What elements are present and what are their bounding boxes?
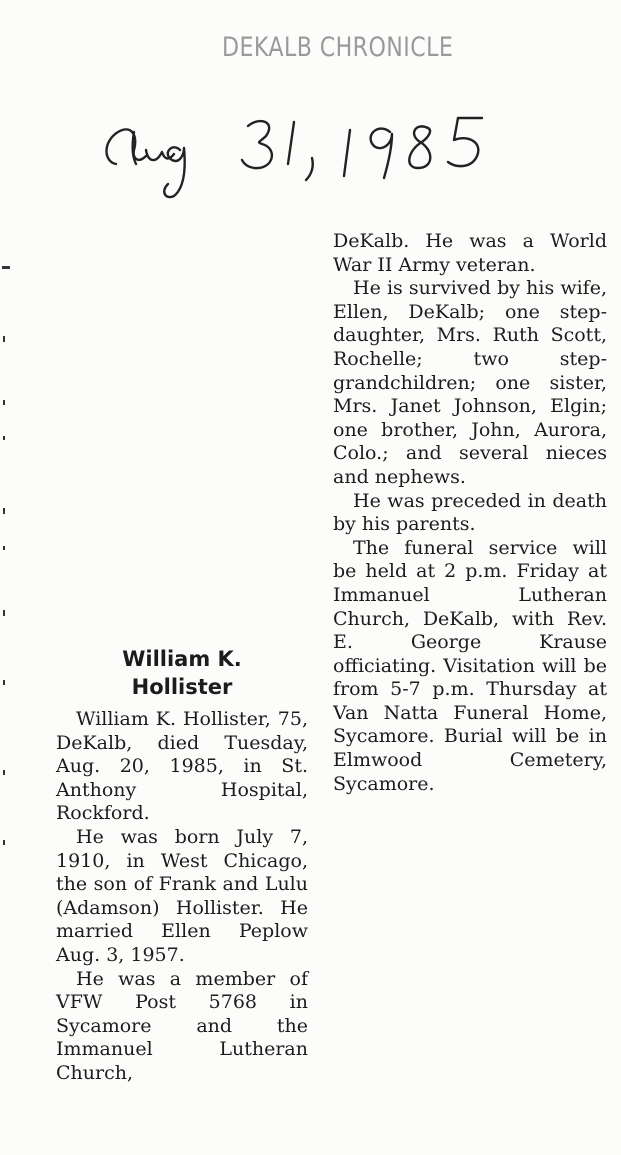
obituary-column-left [56,708,308,1086]
obituary-column-right [333,230,607,796]
obituary-paragraph: William K. Hollister, 75, DeKalb, died Tuesday, Aug. 20, 1985, in St. Anthony Hospital, Rockford. [56,708,308,825]
obituary-paragraph: He was born July 7, 1910, in West Chicago, the son of Frank and Lulu (Adamson) Hollister. He married Ellen Peplow Aug. 3, 1957. [56,825,308,966]
obituary-paragraph: DeKalb. He was a World War II Army veteran. [333,230,607,276]
headline-name-line2: Hollister [131,675,233,699]
handwritten-date-drawing [98,92,498,212]
obituary-paragraph: He was a member of VFW Post 5768 in Sycamore and the Immanuel Lutheran Church, [56,967,308,1084]
obituary-paragraph: He was preceded in death by his parents. [333,489,607,536]
obituary-headline [56,645,308,701]
handwritten-date [98,92,498,212]
obituary-paragraph: He is survived by his wife, Ellen, DeKalb; one step-daughter, Mrs. Ruth Scott, Rochelle; two step-grandchildren; one sister, Mrs. Janet Johnson, Elgin; one brother, John, Aurora, Colo.; and several nieces and nephews. [333,277,607,488]
headline-name-line1: William K. [122,647,242,671]
clipping-left-edge-marks [0,250,12,1010]
newspaper-stamp: DEKALB CHRONICLE [222,32,454,63]
obituary-paragraph: The funeral service will be held at 2 p.m. Friday at Immanuel Lutheran Church, DeKalb, with Rev. E. George Krause officiating. Visitation will be from 5-7 p.m. Thursday at Van Natta Funeral Home, Sycamore. Burial will be in Elmwood Cemetery, Sycamore. [333,536,607,795]
